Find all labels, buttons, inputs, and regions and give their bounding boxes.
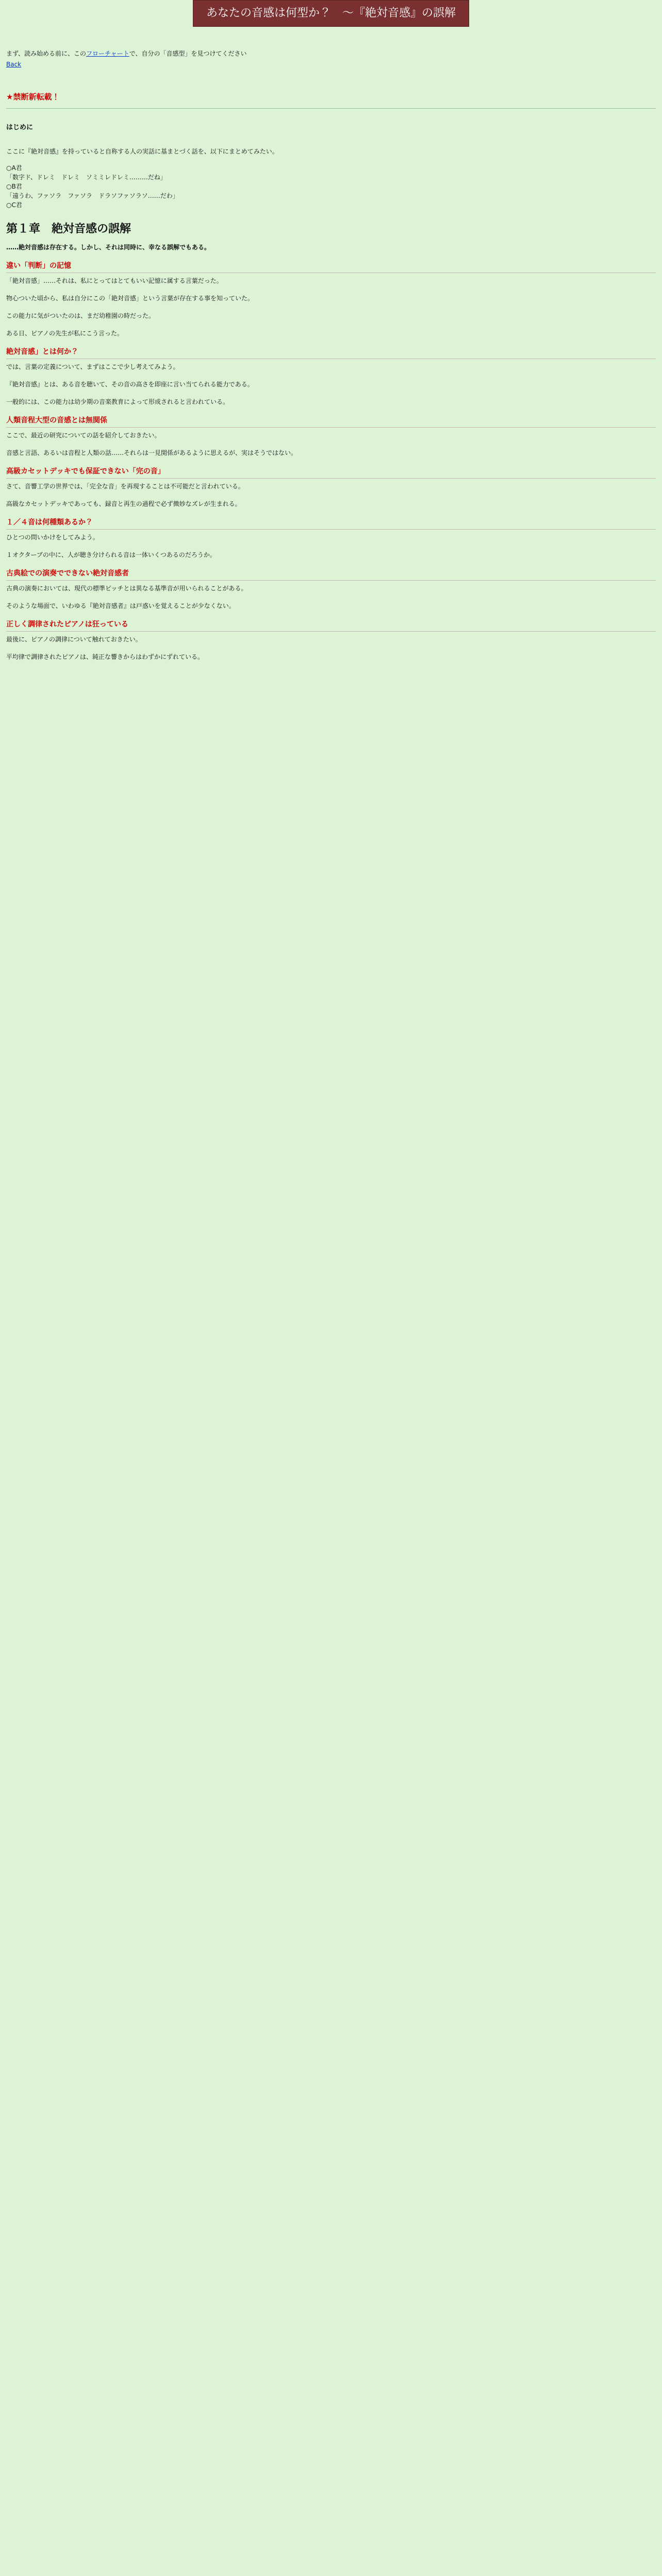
- poem-line: ○A君: [6, 164, 22, 172]
- paragraph: 音感と言語、あるいは音程と人類の話……それらは一見関係があるように思えるが、実はそうではない。: [6, 449, 297, 456]
- paragraph: 一般的には、この能力は幼少期の音楽教育によって形成されると言われている。: [6, 398, 229, 405]
- intro-block: [6, 147, 656, 210]
- paragraph: 物心ついた頃から、私は自分にこの「絶対音感」という言葉が存在する事を知っていた。: [6, 295, 254, 302]
- back-link[interactable]: Back: [6, 61, 22, 68]
- section-heading: 正しく調律されたピアノは狂っている: [6, 620, 656, 632]
- paragraph: 『絶対音感』とは、ある音を聴いて、その音の高さを即座に言い当てられる能力である。: [6, 381, 254, 388]
- paragraph: そのような場面で、いわゆる『絶対音感者』は戸惑いを覚えることが少なくない。: [6, 602, 235, 609]
- section-text: [6, 276, 656, 338]
- section-heading: １／４音は何種類あるか？: [6, 518, 656, 530]
- page-title: あなたの音感は何型か？ ～『絶対音感』の誤解: [193, 0, 469, 27]
- poem-line: ○C君: [6, 201, 22, 209]
- section-text: [6, 431, 656, 457]
- paragraph: では、言葉の定義について、まずはここで少し考えてみよう。: [6, 363, 179, 370]
- paragraph: 古典の演奏においては、現代の標準ピッチとは異なる基準音が用いられることがある。: [6, 585, 247, 592]
- section-heading: 絶対音感」とは何か？: [6, 347, 656, 359]
- intro-line: [6, 49, 656, 58]
- section-heading: 違い「判断」の記憶: [6, 261, 656, 273]
- paragraph: １オクターブの中に、人が聴き分けられる音は一体いくつあるのだろうか。: [6, 551, 216, 558]
- bottom-spacer: [6, 662, 656, 682]
- paragraph: 高級なカセットデッキであっても、録音と再生の過程で必ず微妙なズレが生まれる。: [6, 500, 241, 507]
- intro-paragraph: ここに『絶対音感』を持っていると自称する人の実話に基まとづく話を、以下にまとめてみたい。: [6, 148, 278, 155]
- section-text: [6, 362, 656, 406]
- paragraph: ひとつの問いかけをしてみよう。: [6, 534, 99, 541]
- intro-heading: はじめに: [6, 124, 34, 131]
- flowchart-link[interactable]: フローチャート: [86, 50, 129, 57]
- divider: [6, 108, 656, 109]
- poem-line: 「数字ド、ドレミ ドレミ ソミミレドレミ………だね」: [6, 174, 167, 181]
- paragraph: さて、音響工学の世界では、「完全な音」を再現することは不可能だと言われている。: [6, 483, 244, 490]
- paragraph: 平均律で調律されたピアノは、純正な響きからはわずかにずれている。: [6, 653, 204, 660]
- new-arrival-notice: ★禁断新転載！: [6, 92, 60, 101]
- section-heading: 人類音程大型の音感とは無関係: [6, 416, 656, 428]
- section-text: [6, 584, 656, 611]
- poem-line: 「遠うわ、ファソラ ファソラ ドラソファソラソ……だわ」: [6, 192, 179, 199]
- paragraph: 「絶対音感」……それは、私にとってはとてもいい記憶に属する言葉だった。: [6, 277, 223, 284]
- poem-line: ○B君: [6, 183, 22, 190]
- intro-suffix: で、自分の「音感型」を見つけてください: [129, 50, 247, 57]
- paragraph: 最後に、ピアノの調律について触れておきたい。: [6, 636, 142, 643]
- section-text: [6, 635, 656, 662]
- section-heading: 高級カセットデッキでも保証できない「完の音」: [6, 467, 656, 479]
- chapter-subtitle: ……絶対音感は存在する。しかし、それは同時に、幸なる誤解でもある。: [6, 244, 211, 251]
- intro-prefix: まず、読み始める前に、この: [6, 50, 87, 57]
- section-text: [6, 533, 656, 560]
- paragraph: この能力に気がついたのは、まだ幼稚園の時だった。: [6, 312, 155, 319]
- chapter-title: 第１章 絶対音感の誤解: [6, 223, 131, 235]
- section-heading: 古典絵での演奏でできない絶対音感者: [6, 569, 656, 581]
- section-text: [6, 482, 656, 509]
- paragraph: ここで、最近の研究についての話を紹介しておきたい。: [6, 432, 161, 439]
- paragraph: ある日、ピアノの先生が私にこう言った。: [6, 330, 124, 337]
